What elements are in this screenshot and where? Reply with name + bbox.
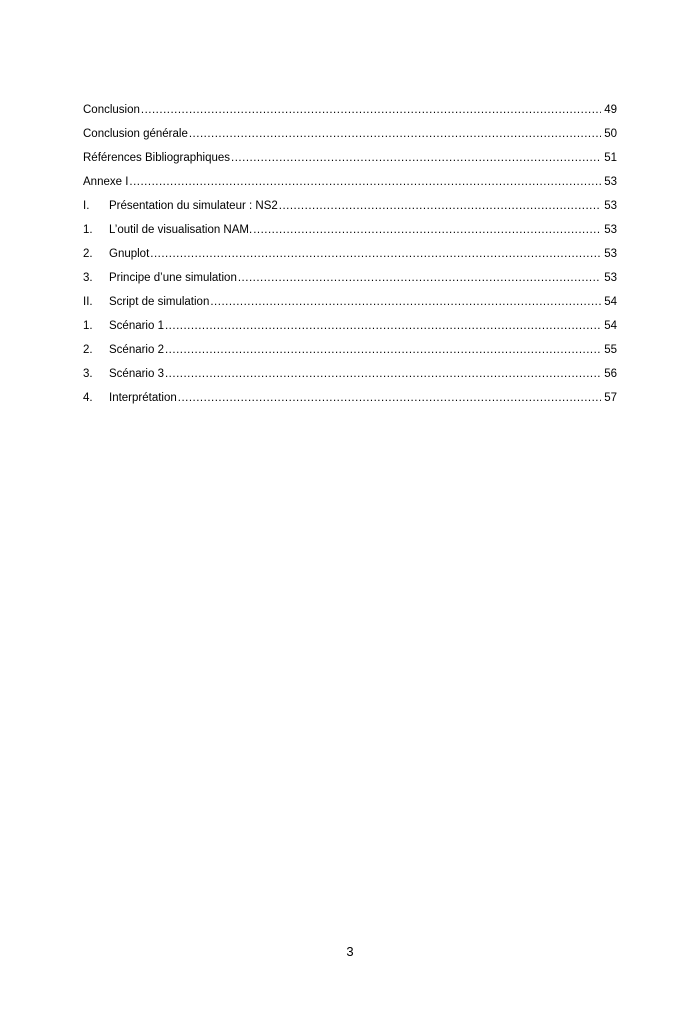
toc-entry-title: L’outil de visualisation NAM.: [109, 224, 253, 236]
toc-entry-page: 53: [604, 176, 617, 188]
toc-entry-page: 53: [604, 272, 617, 284]
toc-entry-page: 53: [604, 224, 617, 236]
toc-entry-title: Interprétation: [109, 392, 177, 404]
toc-entry-page: 53: [604, 248, 617, 260]
toc-entry-title: Conclusion: [83, 104, 140, 116]
toc-leader-dots: [279, 196, 601, 216]
toc-leader-dots: [253, 220, 601, 240]
toc-entry-outil-nam[interactable]: [83, 220, 617, 244]
toc-entry-references[interactable]: [83, 148, 617, 172]
toc-entry-scenario-1[interactable]: [83, 316, 617, 340]
toc-entry-number: 3.: [83, 272, 93, 284]
toc-entry-scenario-2[interactable]: [83, 340, 617, 364]
toc-entry-scenario-3[interactable]: [83, 364, 617, 388]
toc-leader-dots: [231, 148, 601, 168]
toc-entry-number: 4.: [83, 392, 93, 404]
toc-leader-dots: [178, 388, 601, 408]
table-of-contents: [83, 100, 617, 412]
page-number: 3: [346, 944, 354, 959]
toc-entry-number: I.: [83, 200, 90, 212]
toc-entry-title: Références Bibliographiques: [83, 152, 231, 164]
toc-entry-title: Scénario 3: [109, 368, 164, 380]
toc-entry-page: 54: [604, 296, 617, 308]
toc-entry-number: 1.: [83, 320, 93, 332]
toc-entry-script-simulation[interactable]: [83, 292, 617, 316]
toc-leader-dots: [189, 124, 601, 144]
toc-leader-dots: [165, 340, 601, 360]
toc-entry-page: 51: [604, 152, 617, 164]
toc-leader-dots: [210, 292, 601, 312]
toc-entry-page: 57: [604, 392, 617, 404]
toc-entry-page: 55: [604, 344, 617, 356]
toc-leader-dots: [129, 172, 601, 192]
toc-entry-title: Scénario 2: [109, 344, 164, 356]
toc-entry-presentation-ns2[interactable]: [83, 196, 617, 220]
toc-entry-number: 3.: [83, 368, 93, 380]
toc-leader-dots: [141, 100, 601, 120]
toc-entry-page: 50: [604, 128, 617, 140]
toc-entry-principe-simulation[interactable]: [83, 268, 617, 292]
toc-entry-gnuplot[interactable]: [83, 244, 617, 268]
toc-leader-dots: [238, 268, 601, 288]
toc-entry-number: II.: [83, 296, 93, 308]
toc-entry-number: 1.: [83, 224, 93, 236]
toc-leader-dots: [150, 244, 601, 264]
toc-entry-page: 54: [604, 320, 617, 332]
toc-leader-dots: [165, 364, 601, 384]
toc-entry-interpretation[interactable]: [83, 388, 617, 412]
toc-leader-dots: [165, 316, 601, 336]
toc-entry-title: Conclusion générale: [83, 128, 188, 140]
toc-entry-conclusion-generale[interactable]: [83, 124, 617, 148]
toc-entry-title: Présentation du simulateur : NS2: [109, 200, 278, 212]
toc-entry-title: Script de simulation: [109, 296, 210, 308]
toc-entry-title: Annexe I: [83, 176, 129, 188]
toc-entry-number: 2.: [83, 344, 93, 356]
toc-entry-conclusion[interactable]: [83, 100, 617, 124]
toc-entry-page: 53: [604, 200, 617, 212]
toc-entry-title: Scénario 1: [109, 320, 164, 332]
toc-entry-title: Principe d’une simulation: [109, 272, 237, 284]
toc-entry-title: Gnuplot: [109, 248, 150, 260]
toc-entry-page: 56: [604, 368, 617, 380]
toc-entry-page: 49: [604, 104, 617, 116]
toc-entry-annexe[interactable]: [83, 172, 617, 196]
toc-entry-number: 2.: [83, 248, 93, 260]
